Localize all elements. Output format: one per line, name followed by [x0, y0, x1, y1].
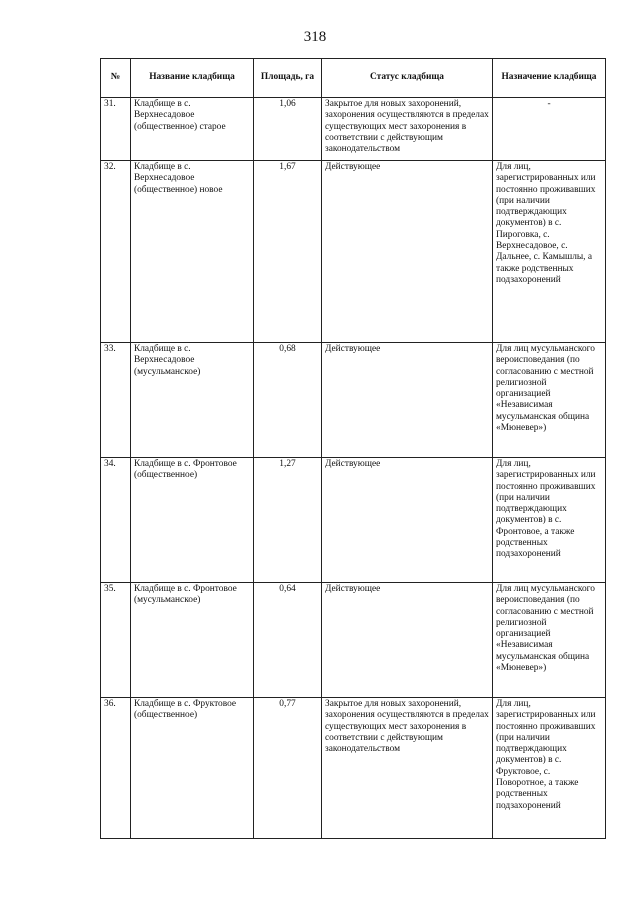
cemetery-area: 0,68 — [254, 343, 322, 458]
cemetery-purpose: - — [493, 98, 606, 161]
header-purpose: Назначение кладбища — [493, 59, 606, 98]
cemetery-registry-table — [100, 58, 606, 839]
page-number: 318 — [303, 29, 327, 45]
cemetery-status: Закрытое для новых захоронений, захоронения осуществляются в пределах существующих мест захоронения в соответствии с действующим законодательством — [322, 98, 493, 161]
row-number: 34. — [101, 458, 131, 583]
header-status: Статус кладбища — [322, 59, 493, 98]
header-number: № — [101, 59, 131, 98]
table-row — [101, 458, 606, 583]
row-number: 35. — [101, 583, 131, 698]
row-number: 32. — [101, 161, 131, 343]
table-row — [101, 698, 606, 839]
cemetery-name: Кладбище в с. Фронтовое (мусульманское) — [131, 583, 254, 698]
cemetery-status: Действующее — [322, 458, 493, 583]
cemetery-purpose: Для лиц, зарегистрированных или постоянно проживавших (при наличии подтверждающих документов) в с. Фруктовое, с. Поворотное, а также родственных подзахоронений — [493, 698, 606, 839]
table-row — [101, 98, 606, 161]
table-header-row — [101, 59, 606, 98]
cemetery-name: Кладбище в с. Верхнесадовое (общественное) старое — [131, 98, 254, 161]
cemetery-status: Действующее — [322, 343, 493, 458]
cemetery-status: Закрытое для новых захоронений, захоронения осуществляются в пределах существующих мест захоронения в соответствии с действующим законодательством — [322, 698, 493, 839]
table-row — [101, 161, 606, 343]
cemetery-area: 1,67 — [254, 161, 322, 343]
cemetery-status: Действующее — [322, 161, 493, 343]
cemetery-area: 0,77 — [254, 698, 322, 839]
cemetery-name: Кладбище в с. Фронтовое (общественное) — [131, 458, 254, 583]
header-area: Площадь, га — [254, 59, 322, 98]
cemetery-area: 0,64 — [254, 583, 322, 698]
cemetery-purpose: Для лиц мусульманского вероисповедания (по согласованию с местной религиозной организацией «Независимая мусульманская община «Мюневер») — [493, 343, 606, 458]
cemetery-name: Кладбище в с. Верхнесадовое (общественное) новое — [131, 161, 254, 343]
header-name: Название кладбища — [131, 59, 254, 98]
cemetery-status: Действующее — [322, 583, 493, 698]
cemetery-area: 1,27 — [254, 458, 322, 583]
row-number: 31. — [101, 98, 131, 161]
cemetery-area: 1,06 — [254, 98, 322, 161]
cemetery-name: Кладбище в с. Фруктовое (общественное) — [131, 698, 254, 839]
cemetery-purpose: Для лиц, зарегистрированных или постоянно проживавших (при наличии подтверждающих документов) в с. Фронтовое, а также родственных подзахоронений — [493, 458, 606, 583]
cemetery-purpose: Для лиц мусульманского вероисповедания (по согласованию с местной религиозной организацией «Независимая мусульманская община «Мюневер») — [493, 583, 606, 698]
row-number: 36. — [101, 698, 131, 839]
cemetery-purpose: Для лиц, зарегистрированных или постоянно проживавших (при наличии подтверждающих документов) в с. Пироговка, с. Верхнесадовое, с. Дальнее, с. Камышлы, а также родственных подзахоронений — [493, 161, 606, 343]
table-row — [101, 343, 606, 458]
cemetery-name: Кладбище в с. Верхнесадовое (мусульманское) — [131, 343, 254, 458]
table-row — [101, 583, 606, 698]
row-number: 33. — [101, 343, 131, 458]
